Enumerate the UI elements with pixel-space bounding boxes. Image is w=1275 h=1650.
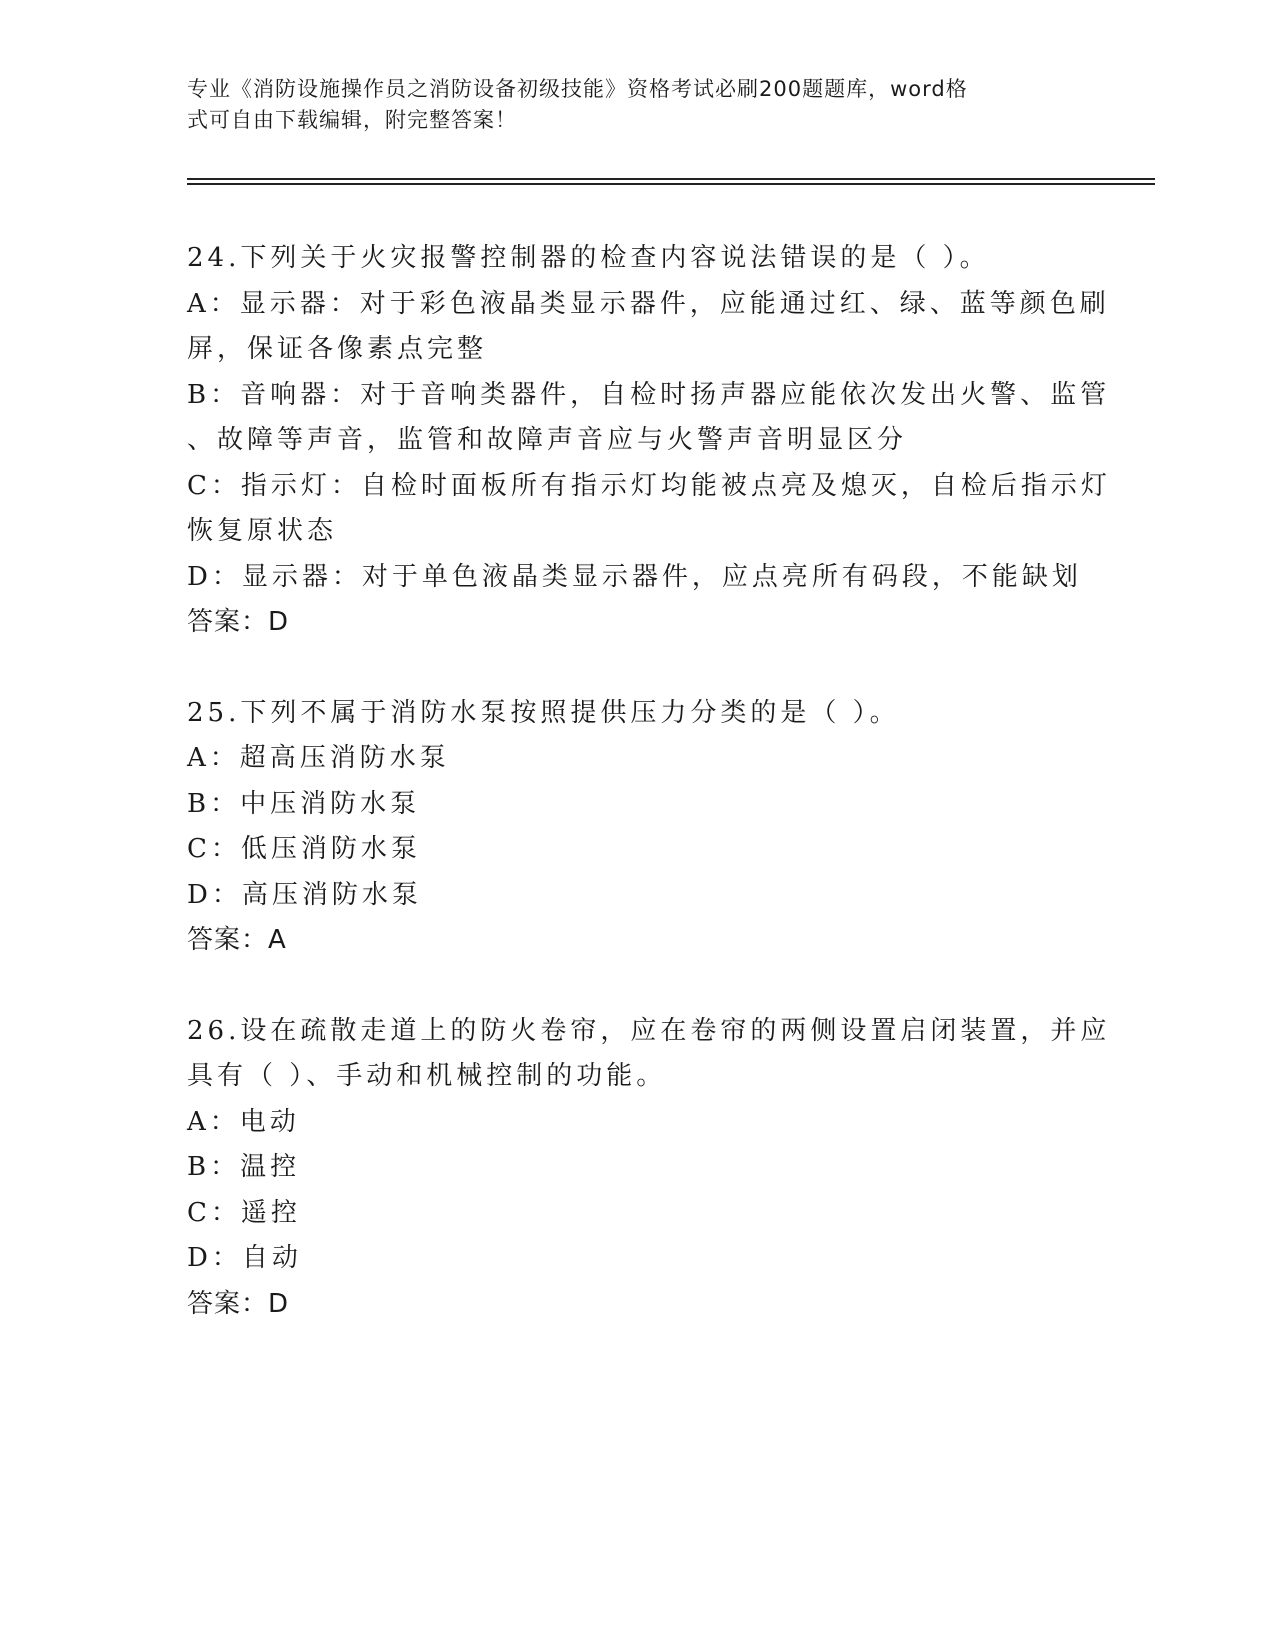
option-c-line-2: 恢复原状态 [187, 516, 338, 546]
answer: 答案：D [187, 607, 290, 637]
option-c: C：遥控 [187, 1197, 301, 1228]
question-24 [187, 236, 1111, 646]
answer: 答案：A [187, 925, 287, 955]
question-25 [187, 691, 1087, 964]
header-divider-bottom [187, 183, 1155, 185]
option-b: B：温控 [187, 1152, 301, 1182]
header-divider-top [187, 178, 1155, 180]
option-c: C：低压消防水泵 [187, 834, 421, 864]
option-a-line-1: A：显示器：对于彩色液晶类显示器件，应能通过红、绿、蓝等颜色刷 [187, 288, 1110, 319]
question-stem-line-1: 26.设在疏散走道上的防火卷帘，应在卷帘的两侧设置启闭装置，并应 [187, 1015, 1111, 1046]
option-a: A：电动 [187, 1106, 300, 1137]
question-stem-line-2: 具有（ ）、手动和机械控制的功能。 [187, 1061, 667, 1091]
option-b-line-2: 、故障等声音，监管和故障声音应与火警声音明显区分 [187, 425, 908, 455]
question-26 [187, 1009, 1111, 1328]
option-a-line-2: 屏，保证各像素点完整 [187, 334, 488, 364]
header-line-2: 式可自由下载编辑，附完整答案！ [187, 108, 517, 132]
option-d: D：显示器：对于单色液晶类显示器件，应点亮所有码段，不能缺划 [187, 561, 1082, 592]
question-list [187, 236, 1111, 1372]
header-line-1: 专业《消防设施操作员之消防设备初级技能》资格考试必刷200题题库，word格 [187, 77, 968, 101]
answer: 答案：D [187, 1288, 290, 1319]
question-stem: 25.下列不属于消防水泵按照提供压力分类的是（ ）。 [187, 697, 900, 728]
option-c-line-1: C：指示灯：自检时面板所有指示灯均能被点亮及熄灭，自检后指示灯 [187, 470, 1111, 501]
option-d: D：自动 [187, 1243, 302, 1273]
question-stem: 24.下列关于火灾报警控制器的检查内容说法错误的是（ ）。 [187, 243, 990, 273]
document-header [187, 74, 1067, 136]
option-b-line-1: B：音响器：对于音响类器件，自检时扬声器应能依次发出火警、监管 [187, 379, 1111, 410]
option-b: B：中压消防水泵 [187, 788, 421, 819]
option-d: D：高压消防水泵 [187, 879, 422, 910]
option-a: A：超高压消防水泵 [187, 743, 450, 773]
